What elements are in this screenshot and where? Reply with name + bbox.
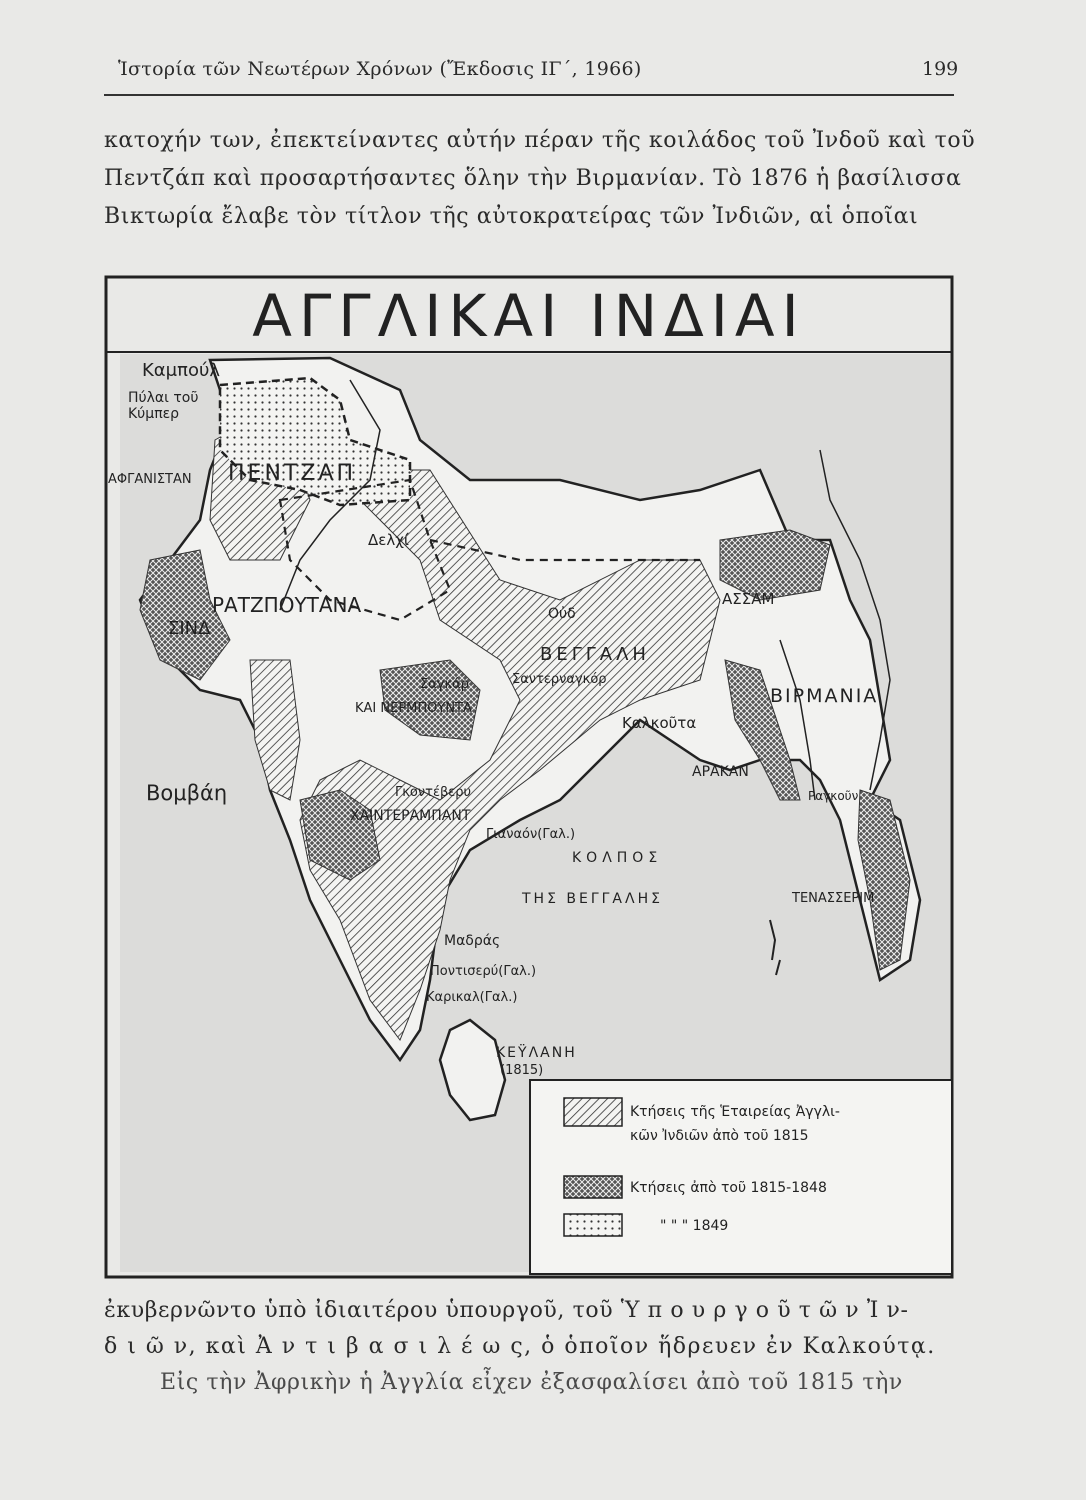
- legend-label-1b: κῶν Ἰνδιῶν ἀπὸ τοῦ 1815: [630, 1128, 809, 1144]
- map-title: ΑΓΓΛΙΚΑΙ ΙΝΔΙΑΙ: [252, 282, 806, 350]
- map-label-gulf-2: ΤΗΣ ΒΕΓΓΑΛΗΣ: [522, 891, 663, 907]
- map-label-punjab: ΠΕΝΤΖΑΠ: [228, 461, 357, 486]
- map-label-ceylon: ΚΕΫΛΑΝΗ: [496, 1045, 577, 1061]
- map-label-delhi: Δελχί: [368, 531, 409, 549]
- header-rule: [104, 94, 954, 96]
- map-label-arakan: ΑΡΑΚΑΝ: [692, 764, 749, 780]
- map-label-nerbudda: ΚΑΙ ΝΕΡΜΠΟΥΝΤΑ: [355, 701, 472, 716]
- page-number: 199: [922, 58, 959, 80]
- legend-swatch-hatch: [564, 1098, 622, 1126]
- legend-swatch-cross: [564, 1176, 622, 1198]
- legend-label-2: Κτήσεις ἀπὸ τοῦ 1815-1848: [630, 1180, 827, 1196]
- map-label-oudh: Οὐδ: [548, 606, 576, 622]
- map-label-chandernagore: Σαντερναγκόρ: [512, 672, 607, 687]
- map-label-karikal: Καρικαλ(Γαλ.): [426, 990, 518, 1005]
- map-label-hyderabad: ΧΑΙΝΤΕΡΑΜΠΑΝΤ: [350, 808, 471, 824]
- map-label-sagar: Σαγκάρ: [420, 677, 469, 692]
- text-line: Εἰς τὴν Ἀφρικὴν ἡ Ἀγγλία εἶχεν ἐξασφαλίσει ἀπὸ τοῦ 1815 τὴν: [160, 1370, 903, 1395]
- map-legend: [530, 1080, 952, 1274]
- map-label-ceylon-year: (1815): [500, 1063, 544, 1078]
- map-figure: [103, 274, 955, 1280]
- map-label-bombay: Βομβάη: [146, 781, 228, 805]
- legend-label-1a: Κτήσεις τῆς Ἑταιρείας Ἀγγλι-: [630, 1104, 840, 1120]
- map-label-pondicherry: Ποντισερύ(Γαλ.): [430, 964, 537, 979]
- map-label-afghanistan: ΑΦΓΑΝΙΣΤΑΝ: [108, 472, 192, 487]
- running-title: Ἱστορία τῶν Νεωτέρων Χρόνων (Ἔκδοσις ΙΓ΄, 1966): [118, 58, 642, 80]
- map-label-khyber-2: Κύμπερ: [128, 406, 180, 422]
- map-label-assam: ΑΣΣΑΜ: [722, 590, 775, 608]
- text-line: δ ι ῶ ν, καὶ Ἀ ν τ ι β α σ ι λ έ ω ς, ὁ ὁποῖον ἥδρευεν ἐν Καλκούτᾳ.: [104, 1334, 936, 1359]
- map-label-madras: Μαδράς: [444, 933, 501, 949]
- map-label-sind: ΣΙΝΔ: [168, 618, 211, 639]
- map-svg: [103, 274, 955, 1280]
- map-label-rajputana: ΡΑΤΖΠΟΥΤΑΝΑ: [212, 593, 362, 617]
- text-line: Βικτωρία ἔλαβε τὸν τίτλον τῆς αὐτοκρατείρας τῶν Ἰνδιῶν, αἱ ὁποῖαι: [104, 204, 919, 229]
- map-label-rangoon: Ραγκοῦν: [808, 789, 859, 803]
- map-label-kabul: Καμπούλ: [142, 360, 221, 381]
- map-label-yanaon: Γιαναόν(Γαλ.): [486, 827, 576, 842]
- map-label-bengal: ΒΕΓΓΑΛΗ: [540, 644, 650, 665]
- map-label-tenasserim: ΤΕΝΑΣΣΕΡΙΜ: [792, 891, 875, 906]
- text-line: ἐκυβερνῶντο ὑπὸ ἰδιαιτέρου ὑπουργοῦ, τοῦ Ὑ π ο υ ρ γ ο ῦ τ ῶ ν Ἰ ν-: [104, 1298, 909, 1323]
- legend-swatch-dots: [564, 1214, 622, 1236]
- map-label-gulf-1: ΚΟΛΠΟΣ: [572, 850, 663, 866]
- map-label-calcutta: Καλκοῦτα: [622, 714, 697, 732]
- text-line: Πεντζάπ καὶ προσαρτήσαντες ὅλην τὴν Βιρμανίαν. Τὸ 1876 ἡ βασίλισσα: [104, 166, 962, 191]
- text-line: κατοχήν των, ἐπεκτείναντες αὐτήν πέραν τῆς κοιλάδος τοῦ Ἰνδοῦ καὶ τοῦ: [104, 128, 976, 153]
- map-label-burma: ΒΙΡΜΑΝΙΑ: [770, 685, 879, 707]
- map-label-golconda: Γκοντέβερυ: [395, 785, 472, 800]
- map-label-khyber-1: Πύλαι τοῦ: [128, 390, 199, 406]
- legend-label-3: " " " 1849: [660, 1218, 729, 1234]
